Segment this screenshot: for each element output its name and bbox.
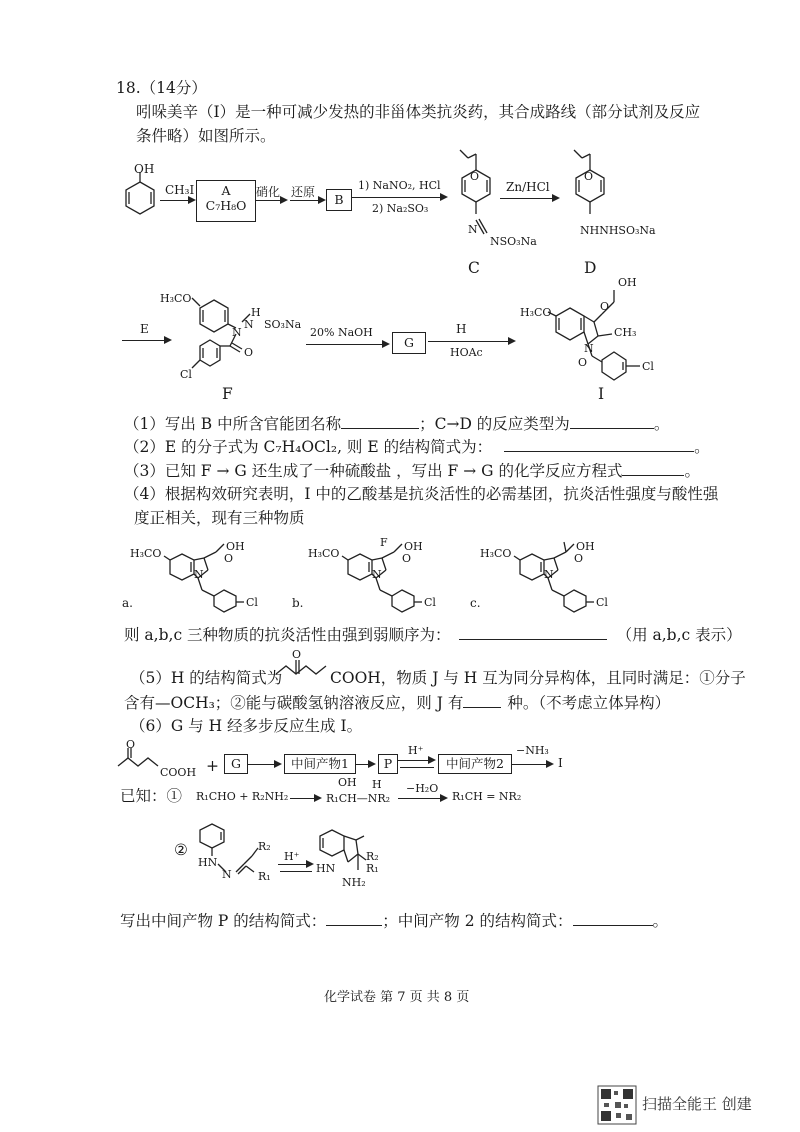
arrow-nitration bbox=[256, 200, 286, 201]
compound-f-h3co: H₃CO bbox=[160, 292, 192, 305]
minus-nh3: −NH₃ bbox=[516, 744, 549, 757]
question-6: （6）G 与 H 经多步反应生成 I。 bbox=[130, 717, 363, 735]
label-a: a. bbox=[122, 596, 133, 610]
question-number: 18.（14分） bbox=[116, 79, 207, 97]
compound-i-o: O bbox=[600, 300, 610, 313]
compound-b-cl: Cl bbox=[424, 596, 436, 609]
question-3 bbox=[124, 460, 700, 481]
arrow-g-to-mid1 bbox=[248, 764, 280, 765]
known-eq2-hn-product: HN bbox=[316, 862, 336, 875]
known-eq1-left: R₁CHO + R₂NH₂ bbox=[196, 790, 289, 803]
ketoacid-cooh: COOH bbox=[160, 766, 197, 779]
compound-i-o2: O bbox=[578, 356, 588, 369]
question-5-text-b: COOH，物质 J 与 H 互为同分异构体，且同时满足：①分子 bbox=[330, 669, 746, 687]
scanner-watermark: 扫描全能王 创建 bbox=[642, 1095, 752, 1113]
known-eq2-r1: R₁ bbox=[258, 870, 271, 883]
q4-order-text: 则 a,b,c 三种物质的抗炎活性由强到弱顺序为： bbox=[124, 626, 451, 644]
compound-c2-n: N bbox=[544, 568, 554, 581]
box-g: G bbox=[392, 332, 426, 354]
arrow-to-i bbox=[512, 764, 552, 765]
step-reduction: 还原 bbox=[291, 185, 316, 199]
label-i: I bbox=[598, 385, 605, 403]
question-4-order bbox=[124, 624, 742, 645]
arrow-to-a bbox=[160, 200, 194, 201]
compound-d-structure bbox=[566, 150, 646, 230]
arrow-f-to-g bbox=[306, 344, 388, 345]
q5-line2-end: 种。（不考虑立体异构） bbox=[507, 694, 671, 712]
compound-d-group: NHNHSO₃Na bbox=[580, 224, 656, 237]
product-i: I bbox=[558, 756, 563, 770]
q2-text: （2）E 的分子式为 C₇H₄OCl₂, 则 E 的结构简式为： bbox=[124, 438, 493, 456]
known-eq2-r2-product: R₂ bbox=[366, 850, 379, 863]
compound-f-n: N bbox=[232, 326, 242, 339]
final-blank-p[interactable] bbox=[326, 910, 382, 926]
compound-c-group: NSO₃Na bbox=[490, 235, 537, 248]
q2-blank[interactable] bbox=[504, 436, 694, 452]
question-4-line-2: 度正相关，现有三种物质 bbox=[134, 509, 305, 527]
q3-text: （3）已知 F → G 还生成了一种硫酸盐 ，写出 F → G 的化学反应方程式 bbox=[124, 462, 623, 480]
known-eq1-arrow-2 bbox=[398, 798, 446, 799]
box-a bbox=[196, 180, 256, 222]
step-nitration: 硝化 bbox=[256, 185, 281, 199]
intro-line-2: 条件略）如图所示。 bbox=[136, 127, 276, 145]
box-intermediate-2: 中间产物2 bbox=[438, 754, 512, 774]
box-a-name: A bbox=[221, 183, 231, 198]
known-eq2-label: ② bbox=[174, 841, 188, 859]
h-plus-label: H⁺ bbox=[408, 744, 424, 757]
q1-blank-2[interactable] bbox=[570, 413, 654, 429]
arrow-b-to-c bbox=[352, 197, 446, 198]
question-5-text-a: （5）H 的结构简式为 bbox=[130, 669, 283, 687]
compound-b-f: F bbox=[380, 536, 388, 549]
known-eq2-r2: R₂ bbox=[258, 840, 271, 853]
known-eq2-arrow-back bbox=[280, 871, 312, 872]
compound-b-n: N bbox=[372, 568, 382, 581]
compound-i-n: N bbox=[584, 342, 594, 355]
compound-a-h3co: H₃CO bbox=[130, 547, 162, 560]
compound-i-oh: OH bbox=[618, 276, 637, 289]
known-eq1-mid: R₁CH—NR₂ bbox=[326, 792, 391, 805]
known-eq2-n: N bbox=[222, 868, 232, 881]
question-2 bbox=[124, 436, 710, 457]
equilibrium-arrow-back bbox=[400, 767, 434, 768]
plus-sign: + bbox=[206, 757, 219, 775]
q3-blank[interactable] bbox=[622, 460, 684, 476]
reagent-h: H bbox=[456, 322, 467, 336]
compound-b-h3co: H₃CO bbox=[308, 547, 340, 560]
label-c2: c. bbox=[470, 596, 481, 610]
reagent-zn-hcl: Zn/HCl bbox=[506, 180, 550, 194]
arrow-g-to-i bbox=[428, 341, 514, 342]
compound-i-h3co: H₃CO bbox=[520, 306, 552, 319]
question-5-line-2 bbox=[124, 692, 670, 713]
final-text-a: 写出中间产物 P 的结构简式： bbox=[120, 912, 327, 930]
compound-a-n: N bbox=[194, 568, 204, 581]
label-d: D bbox=[584, 259, 597, 277]
q5-blank[interactable] bbox=[463, 692, 501, 708]
reagent-e: E bbox=[140, 322, 149, 336]
known-eq1-arrow-1 bbox=[290, 798, 320, 799]
known-eq2-nh2: NH₂ bbox=[342, 876, 366, 889]
box-intermediate-1: 中间产物1 bbox=[284, 754, 356, 774]
arrow-d-to-f bbox=[122, 340, 170, 341]
arrow-c-to-d bbox=[500, 198, 558, 199]
compound-i-ch3: CH₃ bbox=[614, 326, 637, 339]
known-eq2-r1-product: R₁ bbox=[366, 862, 379, 875]
compound-a-o: O bbox=[224, 552, 234, 565]
known-eq1-h: H bbox=[372, 778, 382, 791]
compound-c2-cl: Cl bbox=[596, 596, 608, 609]
final-text-b: ；中间产物 2 的结构简式： bbox=[382, 912, 573, 930]
known-eq2-h-plus: H⁺ bbox=[284, 850, 300, 863]
page-footer: 化学试卷 第 7 页 共 8 页 bbox=[324, 990, 470, 1005]
q2-end: 。 bbox=[694, 438, 710, 456]
arrow-mid1-to-p bbox=[356, 764, 374, 765]
h-structure-o: O bbox=[292, 648, 302, 661]
q1-blank-1[interactable] bbox=[341, 413, 419, 429]
reagent-naoh: 20% NaOH bbox=[310, 326, 373, 339]
equilibrium-arrow-forward bbox=[398, 760, 434, 761]
compound-c-n: N bbox=[468, 223, 478, 236]
question-1 bbox=[124, 413, 669, 434]
compound-c2-o: O bbox=[574, 552, 584, 565]
phenol-oh-label: OH bbox=[134, 162, 155, 176]
compound-d-o: O bbox=[584, 170, 594, 183]
qr-code-icon bbox=[598, 1086, 636, 1124]
q5-line2-text: 含有—OCH₃；②能与碳酸氢钠溶液反应，则 J 有 bbox=[124, 694, 464, 712]
intro-line-1: 吲哚美辛（I）是一种可减少发热的非甾体类抗炎药，其合成路线（部分试剂及反应 bbox=[136, 103, 701, 121]
final-end: 。 bbox=[652, 912, 669, 930]
label-b: b. bbox=[292, 596, 304, 610]
box-g-2: G bbox=[224, 754, 248, 774]
known-label: 已知：① bbox=[120, 787, 183, 805]
reagent-na2so3: 2) Na₂SO₃ bbox=[372, 202, 429, 215]
known-eq1-oh: OH bbox=[338, 776, 357, 789]
question-4-line-1: （4）根据构效研究表明，I 中的乙酸基是抗炎活性的必需基团，抗炎活性强度与酸性强 bbox=[124, 485, 719, 503]
q1-text-a: （1）写出 B 中所含官能团名称 bbox=[124, 415, 342, 433]
box-a-formula: C₇H₈O bbox=[205, 198, 247, 213]
box-p: P bbox=[378, 754, 398, 774]
compound-b-oh: OH bbox=[404, 540, 423, 553]
compound-f-cl: Cl bbox=[180, 368, 192, 381]
ketoacid-o: O bbox=[126, 738, 136, 751]
reagent-ch3i: CH₃I bbox=[165, 183, 195, 197]
compound-f-nh: H bbox=[251, 306, 261, 319]
q1-end: 。 bbox=[653, 415, 670, 433]
q4-order-note: （用 a,b,c 表示） bbox=[616, 626, 742, 644]
box-b: B bbox=[326, 189, 352, 211]
final-question bbox=[120, 910, 668, 931]
compound-b-o: O bbox=[402, 552, 412, 565]
compound-f-o: O bbox=[244, 346, 254, 359]
compound-i-cl: Cl bbox=[642, 360, 654, 373]
known-eq1-right: R₁CH = NR₂ bbox=[452, 790, 522, 803]
known-eq2-arrow-forward bbox=[278, 864, 312, 865]
compound-a-oh: OH bbox=[226, 540, 245, 553]
known-eq2-hn: HN bbox=[198, 856, 218, 869]
final-blank-mid2[interactable] bbox=[573, 910, 653, 926]
compound-f-so3na: SO₃Na bbox=[264, 318, 302, 331]
compound-f-n2: N bbox=[244, 318, 254, 331]
label-c: C bbox=[468, 259, 480, 277]
compound-i-structure bbox=[540, 280, 680, 390]
compound-c2-oh: OH bbox=[576, 540, 595, 553]
q4-order-blank[interactable] bbox=[459, 624, 607, 640]
label-f: F bbox=[222, 385, 233, 403]
compound-a-cl: Cl bbox=[246, 596, 258, 609]
q3-end: 。 bbox=[684, 462, 700, 480]
compound-c2-h3co: H₃CO bbox=[480, 547, 512, 560]
arrow-reduction bbox=[290, 200, 324, 201]
reagent-nano2: 1) NaNO₂, HCl bbox=[358, 179, 441, 192]
known-eq1-minus-h2o: −H₂O bbox=[406, 782, 439, 795]
compound-c-o: O bbox=[470, 170, 480, 183]
q1-text-b: ；C→D 的反应类型为 bbox=[419, 415, 570, 433]
reagent-hoac: HOAc bbox=[450, 346, 483, 359]
